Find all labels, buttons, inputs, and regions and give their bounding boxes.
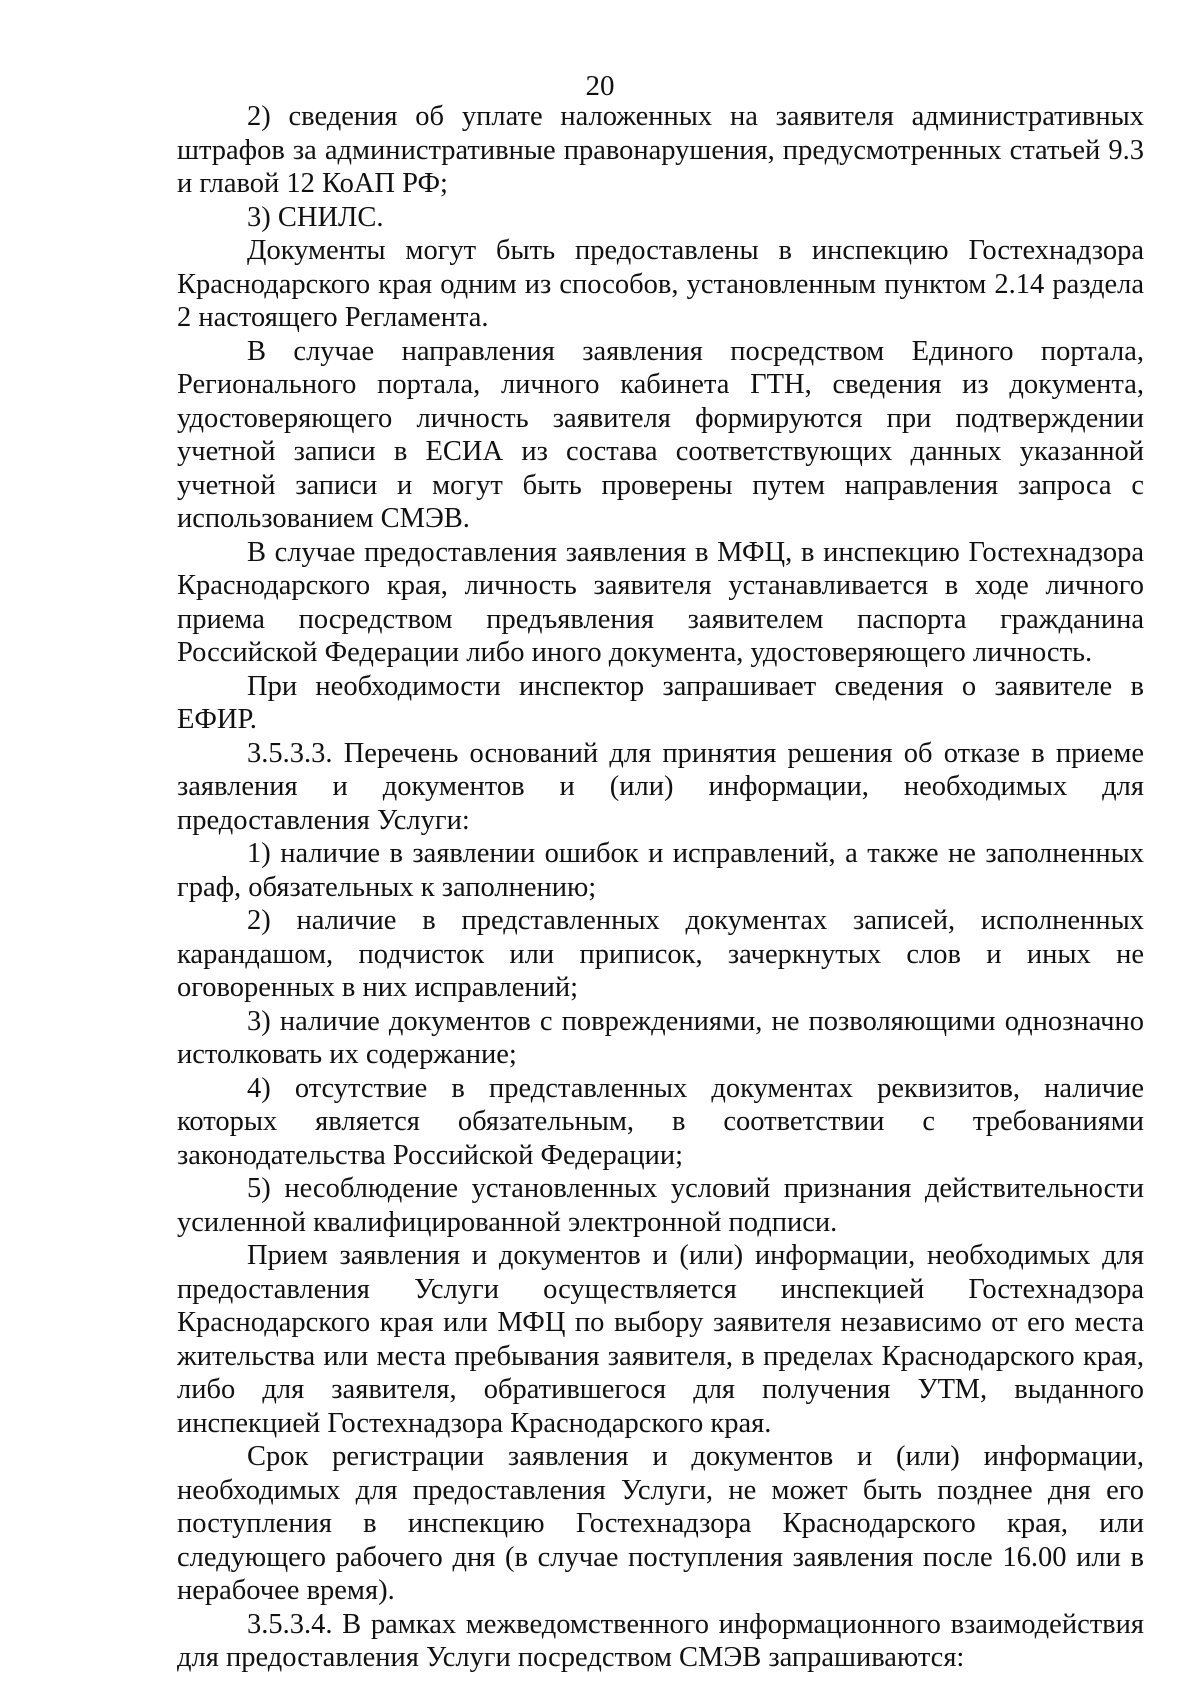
paragraph-section-3-5-3-3: 3.5.3.3. Перечень оснований для принятия решения об отказе в приеме заявления и документов и (или) информации, необходимых для предоставления Услуги: <box>177 737 1144 836</box>
list-item-refusal-5: 5) несоблюдение установленных условий признания действительности усиленной квалифицированной электронной подписи. <box>177 1173 1144 1238</box>
list-item-refusal-3: 3) наличие документов с повреждениями, не позволяющими однозначно истолковать их содержание; <box>177 1005 1144 1070</box>
page-number: 20 <box>585 70 615 102</box>
paragraph-efir-request: При необходимости инспектор запрашивает сведения о заявителе в ЕФИР. <box>177 670 1144 735</box>
list-item-refusal-2: 2) наличие в представленных документах записей, исполненных карандашом, подчисток или приписок, зачеркнутых слов и иных не оговоренных в них исправлений; <box>177 905 1144 1003</box>
list-item-refusal-4: 4) отсутствие в представленных документах реквизитов, наличие которых является обязательным, в соответствии с требованиями законодательства Российской Федерации; <box>177 1072 1144 1171</box>
paragraph-snils: 3) СНИЛС. <box>247 201 384 233</box>
paragraph-section-3-5-3-4: 3.5.3.4. В рамках межведомственного информационного взаимодействия для предоставления Услуги посредством СМЭВ запрашиваются: <box>177 1608 1144 1673</box>
paragraph-registration-term: Срок регистрации заявления и документов и (или) информации, необходимых для предоставления Услуги, не может быть позднее дня его поступления в инспекцию Гостехнадзора Краснодарского края, или следующего рабочего дня (в случае поступления заявления после 16.00 или в нерабочее время). <box>177 1441 1144 1606</box>
paragraph-submission-methods: Документы могут быть предоставлены в инспекцию Гостехнадзора Краснодарского края одним из способов, установленным пунктом 2.14 раздела 2 настоящего Регламента. <box>177 235 1144 333</box>
paragraph-online-application: В случае направления заявления посредством Единого портала, Регионального портала, личного кабинета ГТН, сведения из документа, удостоверяющего личность заявителя формируются при подтверждении учетной записи в ЕСИА из состава соответствующих данных указанной учетной записи и могут быть проверены путем направления запроса с использованием СМЭВ. <box>177 335 1144 534</box>
paragraph-mfc-application: В случае предоставления заявления в МФЦ, в инспекцию Гостехнадзора Краснодарского края, личность заявителя устанавливается в ходе личного приема посредством предъявления заявителем паспорта гражданина Российской Федерации либо иного документа, удостоверяющего личность. <box>177 536 1144 668</box>
list-item-refusal-1: 1) наличие в заявлении ошибок и исправлений, а также не заполненных граф, обязательных к заполнению; <box>177 838 1144 903</box>
document-body <box>177 100 1144 1675</box>
paragraph-fines-info: 2) сведения об уплате наложенных на заявителя административных штрафов за административные правонарушения, предусмотренных статьей 9.3 и главой 12 КоАП РФ; <box>177 101 1144 199</box>
paragraph-acceptance: Прием заявления и документов и (или) информации, необходимых для предоставления Услуги осуществляется инспекцией Гостехнадзора Краснодарского края или МФЦ по выбору заявителя независимо от его места жительства или места пребывания заявителя, в пределах Краснодарского края, либо для заявителя, обратившегося для получения УТМ, выданного инспекцией Гостехнадзора Краснодарского края. <box>177 1240 1144 1439</box>
